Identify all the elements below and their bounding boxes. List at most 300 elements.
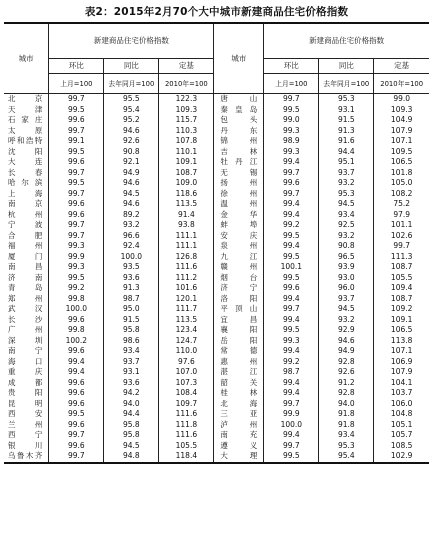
- yoy-value-right: 92.5: [319, 220, 374, 231]
- city-name-left: 郑州: [8, 293, 43, 303]
- city-name-left: 武汉: [8, 304, 43, 313]
- mom-value-right: 99.4: [264, 294, 319, 305]
- mom-value-right: 99.5: [264, 105, 319, 116]
- yoy-value-right: 94.9: [319, 346, 374, 357]
- mom-value-right: 99.9: [264, 409, 319, 420]
- fixed-value-right: 109.1: [374, 315, 429, 326]
- mom-value-right: 99.2: [264, 220, 319, 231]
- city-name-left: 哈尔滨: [8, 178, 43, 187]
- city-name-left: 兰州: [8, 419, 43, 429]
- city-name-left: 西安: [8, 409, 43, 418]
- city-name-right: 惠州: [214, 357, 264, 368]
- yoy-value-right: 95.3: [319, 189, 374, 200]
- yoy-value-left: 94.2: [104, 388, 159, 399]
- fixed-value-right: 111.3: [374, 252, 429, 263]
- yoy-value-right: 93.2: [319, 178, 374, 189]
- table-row: [4, 178, 429, 189]
- city-name-right: 常德: [214, 346, 264, 357]
- fixed-value-right: 103.7: [374, 388, 429, 399]
- fixed-value-left: 120.1: [159, 294, 214, 305]
- city-name-left: 银川: [8, 440, 43, 450]
- mom-value-left: 99.6: [49, 420, 104, 431]
- mom-value-left: 99.8: [49, 325, 104, 336]
- mom-value-right: 99.5: [264, 451, 319, 463]
- fixed-value-right: 99.0: [374, 94, 429, 105]
- table-row: [4, 399, 429, 410]
- yoy-value-right: 92.9: [319, 325, 374, 336]
- fixed-base-right: 2010年=100: [374, 74, 429, 94]
- city-name-right: 大理: [214, 451, 264, 463]
- fixed-value-left: 124.7: [159, 336, 214, 347]
- mom-value-left: 99.1: [49, 136, 104, 147]
- fixed-value-right: 75.2: [374, 199, 429, 210]
- table-row: [4, 325, 429, 336]
- yoy-value-right: 91.5: [319, 115, 374, 126]
- fixed-value-left: 111.7: [159, 304, 214, 315]
- yoy-value-left: 95.2: [104, 115, 159, 126]
- mom-value-right: 99.6: [264, 178, 319, 189]
- fixed-value-right: 106.9: [374, 357, 429, 368]
- table-row: [4, 409, 429, 420]
- table-row: [4, 231, 429, 242]
- yoy-value-right: 92.6: [319, 367, 374, 378]
- city-name-left: 石家庄: [8, 115, 43, 124]
- city-name-left: 厦门: [8, 251, 43, 261]
- table-row: [4, 147, 429, 158]
- yoy-value-right: 94.4: [319, 147, 374, 158]
- city-name-right: 桂林: [214, 388, 264, 399]
- fixed-value-right: 109.4: [374, 283, 429, 294]
- table-row: [4, 283, 429, 294]
- yoy-value-left: 98.6: [104, 336, 159, 347]
- fixed-value-left: 93.8: [159, 220, 214, 231]
- yoy-value-right: 94.6: [319, 336, 374, 347]
- fixed-value-right: 102.6: [374, 231, 429, 242]
- table-row: [4, 126, 429, 137]
- mom-value-right: 99.3: [264, 147, 319, 158]
- yoy-value-left: 94.0: [104, 399, 159, 410]
- fixed-value-left: 113.5: [159, 199, 214, 210]
- mom-value-right: 99.4: [264, 315, 319, 326]
- fixed-value-right: 105.7: [374, 430, 429, 441]
- fixed-value-left: 109.0: [159, 178, 214, 189]
- mom-value-right: 99.5: [264, 273, 319, 284]
- mom-value-left: 100.2: [49, 336, 104, 347]
- mom-value-left: 99.5: [49, 178, 104, 189]
- fixed-value-right: 107.1: [374, 136, 429, 147]
- fixed-value-right: 106.0: [374, 399, 429, 410]
- yoy-value-left: 95.8: [104, 325, 159, 336]
- yoy-value-left: 91.3: [104, 283, 159, 294]
- mom-value-right: 99.4: [264, 346, 319, 357]
- fixed-value-left: 115.7: [159, 115, 214, 126]
- yoy-value-left: 94.5: [104, 189, 159, 200]
- city-name-right: 泸州: [214, 420, 264, 431]
- fixed-value-left: 107.3: [159, 378, 214, 389]
- city-name-right: 南充: [214, 430, 264, 441]
- mom-value-left: 99.7: [49, 430, 104, 441]
- table-row: [4, 157, 429, 168]
- mom-value-left: 99.3: [49, 241, 104, 252]
- mom-value-left: 99.7: [49, 451, 104, 463]
- mom-value-right: 99.4: [264, 378, 319, 389]
- city-name-left: 长沙: [8, 314, 43, 324]
- fixed-value-left: 109.3: [159, 105, 214, 116]
- fixed-value-left: 107.8: [159, 136, 214, 147]
- fixed-value-right: 107.9: [374, 367, 429, 378]
- city-name-right: 九江: [214, 252, 264, 263]
- mom-value-right: 99.7: [264, 399, 319, 410]
- yoy-value-left: 93.7: [104, 357, 159, 368]
- mom-value-left: 99.6: [49, 346, 104, 357]
- table-row: [4, 105, 429, 116]
- mom-value-left: 99.4: [49, 357, 104, 368]
- city-name-right: 包头: [214, 115, 264, 126]
- yoy-value-right: 90.8: [319, 241, 374, 252]
- yoy-value-right: 92.8: [319, 357, 374, 368]
- table-row: [4, 199, 429, 210]
- fixed-value-left: 118.4: [159, 451, 214, 463]
- yoy-value-right: 95.4: [319, 451, 374, 463]
- table-row: [4, 388, 429, 399]
- city-name-right: 湛江: [214, 367, 264, 378]
- yoy-value-left: 90.8: [104, 147, 159, 158]
- yoy-value-right: 96.5: [319, 252, 374, 263]
- yoy-value-left: 91.5: [104, 315, 159, 326]
- fixed-base-left: 2010年=100: [159, 74, 214, 94]
- yoy-value-right: 93.2: [319, 231, 374, 242]
- city-name-right: 洛阳: [214, 294, 264, 305]
- mom-value-right: 100.0: [264, 420, 319, 431]
- yoy-value-left: 98.7: [104, 294, 159, 305]
- mom-value-left: 100.0: [49, 304, 104, 315]
- city-name-left: 西宁: [8, 430, 43, 439]
- city-name-left: 成都: [8, 377, 43, 387]
- yoy-value-left: 95.0: [104, 304, 159, 315]
- table-row: [4, 136, 429, 147]
- fixed-value-right: 109.2: [374, 304, 429, 315]
- yoy-value-left: 93.6: [104, 378, 159, 389]
- fixed-value-right: 105.5: [374, 273, 429, 284]
- fixed-value-right: 108.2: [374, 189, 429, 200]
- yoy-value-left: 94.6: [104, 126, 159, 137]
- mom-value-right: 99.2: [264, 357, 319, 368]
- city-name-right: 锦州: [214, 136, 264, 147]
- mom-value-right: 99.4: [264, 157, 319, 168]
- city-name-right: 无锡: [214, 168, 264, 179]
- yoy-value-left: 95.8: [104, 420, 159, 431]
- table-row: [4, 252, 429, 263]
- city-name-right: 蚌埠: [214, 220, 264, 231]
- mom-value-left: 99.6: [49, 315, 104, 326]
- yoy-value-left: 100.0: [104, 252, 159, 263]
- city-name-left: 天津: [8, 104, 43, 114]
- city-name-left: 贵阳: [8, 388, 43, 397]
- yoy-value-left: 95.8: [104, 430, 159, 441]
- yoy-value-right: 91.3: [319, 126, 374, 137]
- yoy-header-right: 同比: [319, 59, 374, 74]
- fixed-value-right: 107.9: [374, 126, 429, 137]
- yoy-value-right: 95.3: [319, 441, 374, 452]
- mom-value-left: 99.6: [49, 199, 104, 210]
- mom-value-left: 99.6: [49, 157, 104, 168]
- table-row: [4, 94, 429, 105]
- city-name-left: 呼和浩特: [8, 136, 43, 145]
- mom-value-right: 99.7: [264, 441, 319, 452]
- fixed-value-right: 105.0: [374, 178, 429, 189]
- fixed-value-right: 102.9: [374, 451, 429, 463]
- mom-value-left: 99.7: [49, 168, 104, 179]
- city-name-right: 秦皇岛: [214, 105, 264, 116]
- yoy-value-left: 93.6: [104, 273, 159, 284]
- city-name-left: 青岛: [8, 283, 43, 292]
- city-name-left: 北京: [8, 94, 43, 103]
- fixed-value-left: 108.7: [159, 168, 214, 179]
- mom-value-left: 99.8: [49, 294, 104, 305]
- fixed-value-left: 111.6: [159, 262, 214, 273]
- mom-value-left: 99.7: [49, 94, 104, 105]
- yoy-value-right: 92.8: [319, 388, 374, 399]
- mom-value-right: 99.7: [264, 304, 319, 315]
- mom-value-right: 99.7: [264, 168, 319, 179]
- table-row: [4, 241, 429, 252]
- city-name-right: 丹东: [214, 126, 264, 137]
- fixed-value-left: 111.1: [159, 231, 214, 242]
- fixed-value-right: 104.9: [374, 115, 429, 126]
- fixed-value-left: 111.2: [159, 273, 214, 284]
- city-name-right: 徐州: [214, 189, 264, 200]
- table-row: [4, 336, 429, 347]
- table-row: [4, 189, 429, 200]
- table-row: [4, 420, 429, 431]
- fixed-value-right: 108.7: [374, 294, 429, 305]
- yoy-value-right: 93.4: [319, 430, 374, 441]
- mom-value-right: 99.4: [264, 241, 319, 252]
- fixed-value-right: 106.5: [374, 157, 429, 168]
- table-row: [4, 220, 429, 231]
- fixed-value-right: 109.3: [374, 105, 429, 116]
- yoy-base-right: 去年同月=100: [319, 74, 374, 94]
- yoy-value-left: 94.8: [104, 451, 159, 463]
- yoy-value-right: 94.5: [319, 199, 374, 210]
- fixed-value-left: 123.4: [159, 325, 214, 336]
- fixed-value-right: 97.9: [374, 210, 429, 221]
- yoy-value-left: 94.6: [104, 199, 159, 210]
- city-name-right: 韶关: [214, 378, 264, 389]
- city-name-left: 南京: [8, 199, 43, 208]
- mom-value-right: 99.4: [264, 388, 319, 399]
- yoy-value-right: 91.6: [319, 136, 374, 147]
- mom-value-left: 99.5: [49, 409, 104, 420]
- table-row: [4, 294, 429, 305]
- fixed-value-left: 91.4: [159, 210, 214, 221]
- fixed-value-right: 99.7: [374, 241, 429, 252]
- fixed-value-left: 101.6: [159, 283, 214, 294]
- city-name-right: 岳阳: [214, 336, 264, 347]
- index-group-header-left: 新建商品住宅价格指数: [49, 23, 214, 59]
- mom-value-right: 99.0: [264, 115, 319, 126]
- yoy-value-right: 93.0: [319, 273, 374, 284]
- mom-value-left: 99.9: [49, 252, 104, 263]
- city-name-right: 遵义: [214, 441, 264, 452]
- city-name-right: 赣州: [214, 262, 264, 273]
- city-name-right: 烟台: [214, 273, 264, 284]
- fixed-value-right: 101.1: [374, 220, 429, 231]
- city-name-left: 上海: [8, 188, 43, 198]
- fixed-value-right: 104.1: [374, 378, 429, 389]
- yoy-value-right: 91.8: [319, 420, 374, 431]
- fixed-value-left: 110.1: [159, 147, 214, 158]
- city-name-left: 海口: [8, 356, 43, 366]
- city-name-right: 北海: [214, 399, 264, 410]
- mom-header-left: 环比: [49, 59, 104, 74]
- city-name-right: 温州: [214, 199, 264, 210]
- yoy-value-left: 93.2: [104, 220, 159, 231]
- table-row: [4, 378, 429, 389]
- table-row: [4, 441, 429, 452]
- yoy-value-right: 93.1: [319, 105, 374, 116]
- fixed-value-left: 113.5: [159, 315, 214, 326]
- fixed-value-right: 113.8: [374, 336, 429, 347]
- yoy-value-right: 94.0: [319, 399, 374, 410]
- table-row: [4, 304, 429, 315]
- city-name-right: 吉林: [214, 147, 264, 158]
- mom-value-left: 99.6: [49, 115, 104, 126]
- table-row: [4, 357, 429, 368]
- city-header-right: 城市: [214, 23, 264, 94]
- city-name-right: 安庆: [214, 231, 264, 242]
- city-name-left: 重庆: [8, 367, 43, 376]
- fixed-header-left: 定基: [159, 59, 214, 74]
- mom-value-left: 99.7: [49, 220, 104, 231]
- fixed-value-right: 108.7: [374, 262, 429, 273]
- index-group-header-right: 新建商品住宅价格指数: [264, 23, 429, 59]
- mom-value-left: 99.7: [49, 231, 104, 242]
- mom-value-right: 99.5: [264, 231, 319, 242]
- table-row: [4, 451, 429, 463]
- city-name-left: 合肥: [8, 230, 43, 240]
- mom-value-left: 99.6: [49, 378, 104, 389]
- fixed-header-right: 定基: [374, 59, 429, 74]
- yoy-base-left: 去年同月=100: [104, 74, 159, 94]
- yoy-value-left: 92.4: [104, 241, 159, 252]
- fixed-value-left: 111.6: [159, 409, 214, 420]
- city-name-right: 牡丹江: [214, 157, 264, 168]
- city-name-left: 长春: [8, 167, 43, 177]
- table-row: [4, 115, 429, 126]
- mom-value-left: 99.7: [49, 189, 104, 200]
- page-title: 表2：2015年2月70个大中城市新建商品住宅价格指数: [84, 6, 349, 18]
- fixed-value-right: 105.1: [374, 420, 429, 431]
- yoy-value-left: 93.1: [104, 367, 159, 378]
- fixed-value-right: 106.5: [374, 325, 429, 336]
- fixed-value-left: 107.0: [159, 367, 214, 378]
- city-name-right: 济宁: [214, 283, 264, 294]
- mom-base-right: 上月=100: [264, 74, 319, 94]
- yoy-value-left: 94.4: [104, 409, 159, 420]
- city-name-left: 福州: [8, 241, 43, 250]
- yoy-value-left: 92.6: [104, 136, 159, 147]
- fixed-value-left: 122.3: [159, 94, 214, 105]
- city-name-left: 济南: [8, 272, 43, 282]
- yoy-value-left: 93.5: [104, 262, 159, 273]
- mom-value-left: 99.5: [49, 273, 104, 284]
- city-name-left: 南宁: [8, 346, 43, 355]
- table-row: [4, 346, 429, 357]
- yoy-value-left: 93.4: [104, 346, 159, 357]
- yoy-value-right: 93.7: [319, 294, 374, 305]
- city-name-left: 南昌: [8, 262, 43, 271]
- yoy-value-right: 93.9: [319, 262, 374, 273]
- city-name-right: 三亚: [214, 409, 264, 420]
- yoy-value-right: 96.0: [319, 283, 374, 294]
- mom-value-left: 99.5: [49, 147, 104, 158]
- table-row: [4, 367, 429, 378]
- fixed-value-left: 105.5: [159, 441, 214, 452]
- mom-value-left: 99.5: [49, 105, 104, 116]
- mom-header-right: 环比: [264, 59, 319, 74]
- table-row: [4, 315, 429, 326]
- fixed-value-right: 104.8: [374, 409, 429, 420]
- yoy-value-right: 93.4: [319, 210, 374, 221]
- yoy-value-right: 93.2: [319, 315, 374, 326]
- city-name-left: 太原: [8, 125, 43, 135]
- mom-value-left: 99.6: [49, 441, 104, 452]
- city-name-right: 金华: [214, 210, 264, 221]
- mom-value-left: 99.7: [49, 126, 104, 137]
- yoy-value-left: 95.5: [104, 94, 159, 105]
- mom-value-right: 99.5: [264, 252, 319, 263]
- mom-value-right: 98.7: [264, 367, 319, 378]
- mom-value-right: 99.5: [264, 325, 319, 336]
- fixed-value-left: 110.0: [159, 346, 214, 357]
- fixed-value-right: 101.8: [374, 168, 429, 179]
- city-name-left: 深圳: [8, 335, 43, 345]
- yoy-value-left: 89.2: [104, 210, 159, 221]
- table-row: [4, 210, 429, 221]
- price-index-table: [4, 22, 429, 464]
- fixed-value-right: 107.1: [374, 346, 429, 357]
- city-name-right: 襄阳: [214, 325, 264, 336]
- city-name-right: 平顶山: [214, 304, 264, 315]
- yoy-value-left: 96.6: [104, 231, 159, 242]
- city-name-left: 宁波: [8, 220, 43, 229]
- table-row: [4, 262, 429, 273]
- yoy-value-right: 95.1: [319, 157, 374, 168]
- mom-value-left: 99.4: [49, 367, 104, 378]
- mom-value-right: 99.4: [264, 430, 319, 441]
- city-name-right: 泉州: [214, 241, 264, 252]
- mom-value-left: 99.6: [49, 210, 104, 221]
- fixed-value-left: 108.4: [159, 388, 214, 399]
- city-header-left: 城市: [4, 23, 49, 94]
- yoy-value-left: 95.4: [104, 105, 159, 116]
- yoy-value-left: 94.5: [104, 441, 159, 452]
- fixed-value-left: 118.6: [159, 189, 214, 200]
- table-body: [4, 94, 429, 463]
- city-name-left: 沈阳: [8, 146, 43, 156]
- fixed-value-left: 111.6: [159, 430, 214, 441]
- fixed-value-left: 110.3: [159, 126, 214, 137]
- fixed-value-left: 126.8: [159, 252, 214, 263]
- yoy-value-left: 92.1: [104, 157, 159, 168]
- fixed-value-left: 111.1: [159, 241, 214, 252]
- city-name-left: 昆明: [8, 398, 43, 408]
- mom-value-left: 99.3: [49, 262, 104, 273]
- mom-value-left: 99.2: [49, 283, 104, 294]
- yoy-value-right: 95.3: [319, 94, 374, 105]
- yoy-value-right: 94.5: [319, 304, 374, 315]
